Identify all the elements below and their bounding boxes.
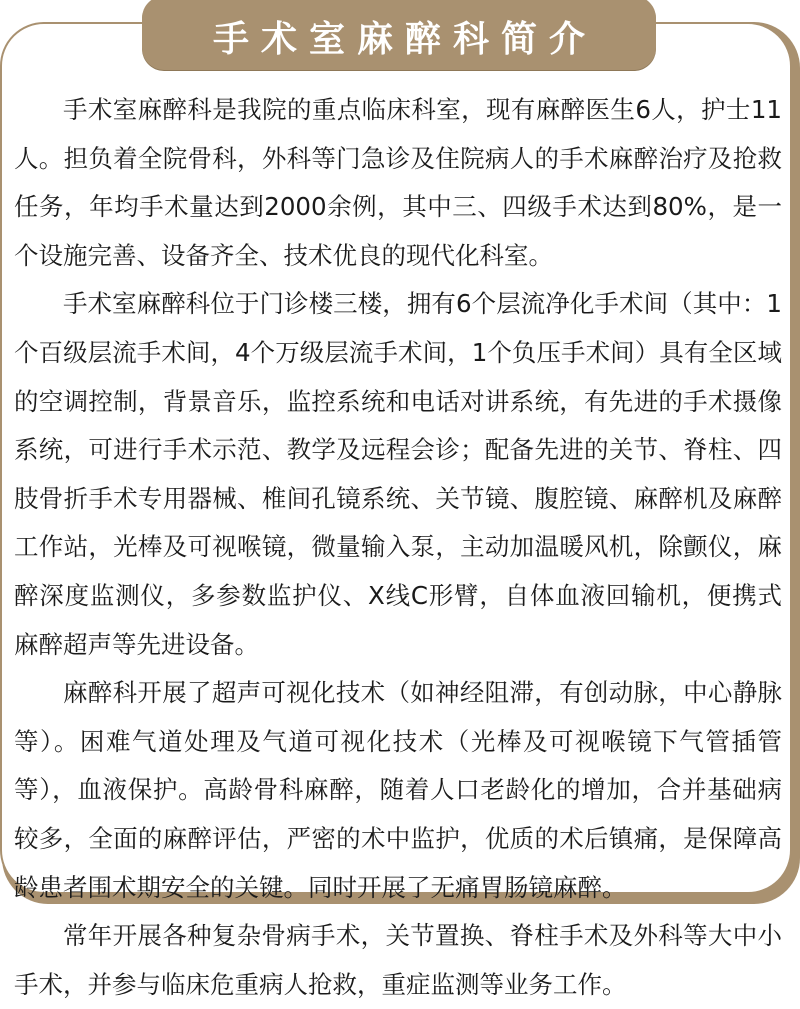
paragraph-routine-work: 常年开展各种复杂骨病手术，关节置换、脊柱手术及外科等大中小手术，并参与临床危重病人抢救，重症监测等业务工作。 [14,921,782,999]
intro-body [14,86,782,1009]
paragraph-techniques: 麻醉科开展了超声可视化技术（如神经阻滞，有创动脉，中心静脉等）。困难气道处理及气道可视化技术（光棒及可视喉镜下气管插管等），血液保护。高龄骨科麻醉，随着人口老龄化的增加，合并基础病较多，全面的麻醉评估，严密的术中监护，优质的术后镇痛，是保障高龄患者围术期安全的关键。同时开展了无痛胃肠镜麻醉。 [14,678,782,902]
page-title: 手术室麻醉科简介 [212,18,597,60]
title-banner [142,0,656,70]
paragraph-facilities-equipment: 手术室麻醉科位于门诊楼三楼，拥有6个层流净化手术间（其中：1个百级层流手术间，4个万级层流手术间，1个负压手术间）具有全区域的空调控制，背景音乐，监控系统和电话对讲系统，有先进的手术摄像系统，可进行手术示范、教学及远程会诊；配备先进的关节、脊柱、四肢骨折手术专用器械、椎间孔镜系统、关节镜、腹腔镜、麻醉机及麻醉工作站，光棒及可视喉镜，微量输入泵，主动加温暖风机，除颤仪，麻醉深度监测仪，多参数监护仪、X线C形臂，自体血液回输机，便携式麻醉超声等先进设备。 [14,289,782,659]
paragraph-staff-overview: 手术室麻醉科是我院的重点临床科室，现有麻醉医生6人，护士11人。担负着全院骨科，外科等门急诊及住院病人的手术麻醉治疗及抢救任务，年均手术量达到2000余例，其中三、四级手术达到80%，是一个设施完善、设备齐全、技术优良的现代化科室。 [14,95,782,270]
